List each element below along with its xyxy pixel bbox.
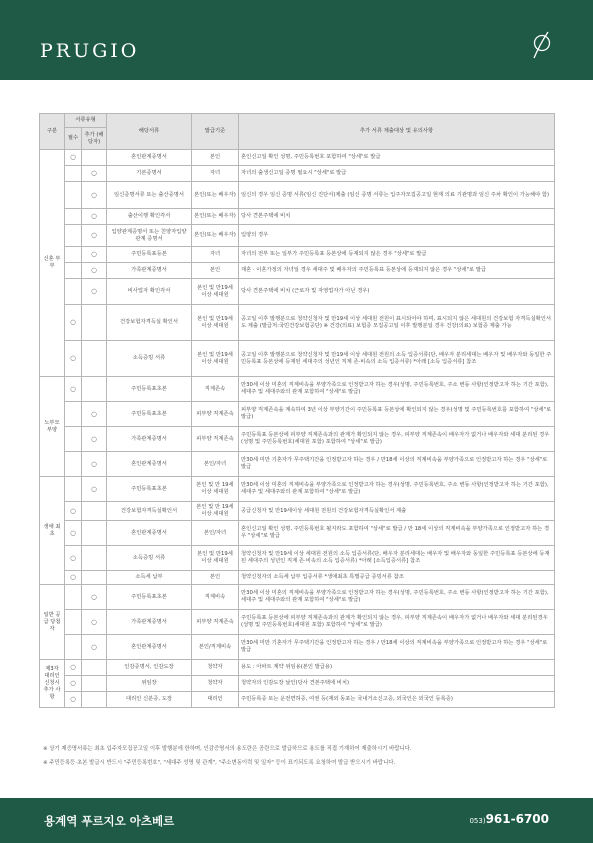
issue-basis-cell: 본인 및 만19세 이상 세대원 [192, 341, 239, 377]
table-row [40, 676, 555, 692]
issue-basis-cell: 직계비속 [192, 585, 239, 610]
issue-basis-cell: 자녀 [192, 247, 239, 263]
additional-mark-cell: ○ [82, 182, 107, 209]
additional-mark-cell: ○ [82, 225, 107, 247]
document-name-cell: 가족관계증명서 [107, 610, 192, 635]
category-cell: 일반 공급 당첨자 [40, 585, 65, 660]
requirement-desc-cell: 청약신청자의 소득세 납부 입증서류 *생애최초 특별공급 증빙서류 참조 [239, 571, 555, 585]
required-mark-cell [65, 635, 82, 660]
table-row [40, 502, 555, 521]
table-row [40, 182, 555, 209]
required-mark-cell [65, 166, 82, 182]
additional-mark-cell: ○ [82, 209, 107, 225]
requirement-desc-cell: 공고일 이후 발행분으로 청약신청자 및 만19세 이상 세대원 전원이 표시되어야 하며, 표시되지 않은 세대원의 건강보험 자격득실확인서도 제출 (발급처:국민건강보험공단) ※ 건강(의료) 보험증 모집공고일 이후 발행분일 경우 건강(의료) 보험증 제출 가능 [239, 305, 555, 341]
table-row [40, 279, 555, 305]
required-mark-cell: ○ [65, 377, 82, 402]
table-row [40, 402, 555, 427]
document-name-cell: 주민등록표등본 [107, 247, 192, 263]
additional-mark-cell: ○ [82, 247, 107, 263]
table-row [40, 305, 555, 341]
table-row [40, 150, 555, 166]
footnote-2: ※ 주민등록등·초본 발급시 반드시 "주민등록번호", "세대주 성명 및 관계", "주소변동이력 및 일자" 등이 표기되도록 요청하여 발급 받으시기 바랍니다. [43, 760, 396, 766]
required-mark-cell [65, 402, 82, 427]
requirement-desc-cell: 공급신청자 및 만19세이상 세대원 전원의 건강보험자격득실확인서 제출 [239, 502, 555, 521]
additional-mark-cell: ○ [82, 166, 107, 182]
table-row [40, 263, 555, 279]
requirement-desc-cell: 재혼 · 이혼가정의 자녀일 경우 세대주 및 배우자의 주민등록표 등본상에 등재되지 않은 경우 "상세"로 발급 [239, 263, 555, 279]
required-mark-cell [65, 477, 82, 502]
document-name-cell: 혼인관계증명서 [107, 452, 192, 477]
required-mark-cell [65, 247, 82, 263]
document-name-cell: 혼인관계증명서 [107, 635, 192, 660]
document-name-cell: 소득증빙 서류 [107, 341, 192, 377]
table-row [40, 225, 555, 247]
category-cell: 노부모 부양 [40, 377, 65, 477]
required-mark-cell: ○ [65, 571, 82, 585]
footnote-1: ※ 상기 제증명서류는 최초 입주자모집공고일 이후 발행분에 한하며, 인감증명서의 용도란은 공란으로 발급하므로 용도를 직접 기재하여 제출하시기 바랍니다. [43, 746, 412, 752]
brand-logo: PRUGIO [40, 40, 140, 62]
document-name-cell: 출산이행 확인각서 [107, 209, 192, 225]
requirement-desc-cell: 주민등록표 등본상에 피부양 직계존속과의 관계가 확인되지 않는 경우, 피부양 직계존속이 배우자가 없거나 배우자와 세대 분리된경우(성명 및 주민등록번호(세대원 포함) 포함하여 "상세"로 발급) [239, 610, 555, 635]
additional-mark-cell: ○ [82, 477, 107, 502]
issue-basis-cell: 직계존속 [192, 377, 239, 402]
additional-mark-cell: ○ [82, 585, 107, 610]
additional-mark-cell: ○ [82, 279, 107, 305]
issue-basis-cell: 자녀 [192, 166, 239, 182]
document-name-cell: 혼인관계증명서 [107, 521, 192, 546]
required-mark-cell: ○ [65, 150, 82, 166]
issue-basis-cell: 본인 [192, 571, 239, 585]
table-row [40, 377, 555, 402]
document-name-cell: 건강보험자격득실확인서 [107, 502, 192, 521]
additional-mark-cell: ○ [82, 610, 107, 635]
area-code: 053) [469, 817, 486, 825]
issue-basis-cell: 피부양 직계존속 [192, 610, 239, 635]
header-doc-type: 서류유형 [65, 114, 107, 128]
category-cell: 신혼 부부 [40, 150, 65, 377]
table-row [40, 610, 555, 635]
header-additional: 추가 (해당자) [82, 128, 107, 150]
required-mark-cell: ○ [65, 502, 82, 521]
additional-mark-cell [82, 676, 107, 692]
brand-emblem-icon [526, 30, 556, 60]
table-row [40, 571, 555, 585]
required-mark-cell [65, 279, 82, 305]
required-mark-cell: ○ [65, 692, 82, 708]
issue-basis-cell: 본인 [192, 150, 239, 166]
table-row [40, 660, 555, 676]
requirement-desc-cell: 청약자의 인감도장 날인(당사 견본주택에 비치) [239, 676, 555, 692]
table-row [40, 166, 555, 182]
issue-basis-cell: 청약자 [192, 676, 239, 692]
requirement-desc-cell: 혼인신고일 확인 성명, 주민등록번호 될지라도 포함하여 "상세"로 발급 / 만 18세 이상의 직계비속을 부양가족으로 인정받고자 하는 경우 "상세"로 발급 [239, 521, 555, 546]
required-mark-cell [65, 585, 82, 610]
additional-mark-cell [82, 521, 107, 546]
additional-mark-cell [82, 150, 107, 166]
requirement-desc-cell: 만30세 이상 미혼의 직계비속을 부양가족으로 인정받고자 하는 경우(성명, 주민등록번호, 주소 변동 사항(인정받고자 하는 기간 포함), 세대주 및 세대주와의 관계 포함하여 "상세"로 발급) [239, 585, 555, 610]
document-name-cell: 위임장 [107, 676, 192, 692]
issue-basis-cell: 대리인 [192, 692, 239, 708]
required-mark-cell: ○ [65, 676, 82, 692]
additional-mark-cell [82, 377, 107, 402]
additional-mark-cell [82, 692, 107, 708]
required-mark-cell [65, 610, 82, 635]
issue-basis-cell: 본인(또는 배우자) [192, 209, 239, 225]
table-row [40, 452, 555, 477]
requirement-desc-cell: 주민등록표 등본상에 피부양 직계존속과의 관계가 확인되지 않는 경우, 피부양 직계존속이 배우자가 없거나 배우자와 세대 분리된 경우(성명 및 주민등록번호(세대원 포함) 포함하여 "상세"로 발급) [239, 427, 555, 452]
requirement-desc-cell: 만30세 이상 미혼의 직계비속을 부양가족으로 인정받고자 하는 경우(성명, 주민등록번호, 주소 변동 사항(인정받고자 하는 기간 포함), 세대주 및 세대주와의 관계 포함하여 "상세"로 발급) [239, 477, 555, 502]
document-name-cell: 입양관계증명서 또는 친양자입양관계 증명서 [107, 225, 192, 247]
document-name-cell: 인감증명서, 인감도장 [107, 660, 192, 676]
document-name-cell: 가족관계증명서 [107, 263, 192, 279]
table-row [40, 247, 555, 263]
document-name-cell: 주민등록표초본 [107, 402, 192, 427]
requirement-desc-cell: 피부양 직계존속을 계속하여 3년 이상 부양기간이 주민등록표 등본상에 확인되지 않는 경우(성명 및 주민등록번호를 포함하여 "상세"로 발급) [239, 402, 555, 427]
document-name-cell: 주민등록표초본 [107, 585, 192, 610]
additional-mark-cell: ○ [82, 452, 107, 477]
requirement-desc-cell: 공고일 이후 발행분으로 청약신청자 및 만19세 이상 세대원 전원의 소득 입증서류(단, 배우자 분리세대는 배우자 및 배우자와 동일한 주민등록표 등본상에 등재된 세대주의 성년인 직계 존·비속의 소득 입증서류) *아래 [소득 입증서류] 참조 [239, 341, 555, 377]
project-name: 용계역 푸르지오 아츠베르 [44, 814, 175, 828]
document-name-cell: 가족관계증명서 [107, 427, 192, 452]
required-mark-cell [65, 427, 82, 452]
issue-basis-cell: 피부양 직계존속 [192, 427, 239, 452]
issue-basis-cell: 본인 [192, 263, 239, 279]
header-required: 필수 [65, 128, 82, 150]
requirement-desc-cell: 임신의 경우 임신 증명 서류(임신 진단서)제출 (임신 증명 서류는 입주자모집공고일 현재 의료 기관명과 임신 주차 확인이 가능해야 함) [239, 182, 555, 209]
requirement-desc-cell: 용도 : 아파트 계약 위임용(본인 발급용) [239, 660, 555, 676]
issue-basis-cell: 본인(또는 배우자) [192, 182, 239, 209]
additional-mark-cell [82, 571, 107, 585]
required-mark-cell [65, 452, 82, 477]
issue-basis-cell: 본인/직계비속 [192, 635, 239, 660]
requirement-desc-cell: 만30세 미만 기혼자가 무주택기간을 인정받고자 하는 경우 / 만18세 이상의 직계비속을 부양가족으로 인정받고자 하는 경우 "상세"로 발급 [239, 452, 555, 477]
issue-basis-cell: 청약자 [192, 660, 239, 676]
issue-basis-cell: 본인 및 만19세 이상 세대원 [192, 546, 239, 571]
table-row [40, 692, 555, 708]
document-name-cell: 소득증빙 서류 [107, 546, 192, 571]
issue-basis-cell: 본인 및 만 19세 이상 세대원 [192, 477, 239, 502]
additional-mark-cell: ○ [82, 263, 107, 279]
header-document: 해당서류 [107, 114, 192, 150]
contact-phone [469, 812, 549, 826]
requirement-desc-cell: 입양의 경우 [239, 225, 555, 247]
header-category: 구분 [40, 114, 65, 150]
issue-basis-cell: 본인(또는 배우자) [192, 225, 239, 247]
additional-mark-cell [82, 502, 107, 521]
table-row [40, 546, 555, 571]
document-table-wrapper [39, 113, 554, 708]
document-name-cell: 비사업자 확인각서 [107, 279, 192, 305]
required-mark-cell [65, 182, 82, 209]
table-row [40, 209, 555, 225]
required-mark-cell: ○ [65, 546, 82, 571]
required-mark-cell: ○ [65, 521, 82, 546]
requirement-desc-cell: 만30세 미만 기혼자가 무주택기간을 인정받고자 하는 경우 / 만18세 이상의 직계비속을 부양가족으로 인정받고자 하는 경우 "상세"로 발급 [239, 635, 555, 660]
requirement-desc-cell: 당사 견본주택에 비치 [239, 209, 555, 225]
header-requirements: 추가 서류 제출대상 및 유의사항 [239, 114, 555, 150]
required-mark-cell [65, 225, 82, 247]
requirement-desc-cell: 주민등록증 또는 운전면허증, 여권 등(재외 동포는 국내거소신고증, 외국인은 외국인 등록증) [239, 692, 555, 708]
document-name-cell: 임신증명서류 또는 출산증명서 [107, 182, 192, 209]
requirement-desc-cell: 청약신청자 및 만19세 이상 세대원 전원의 소득 입증서류(단, 배우자 분리세대는 배우자 및 배우자와 동일한 주민등록표 등본상에 등재된 세대주의 성년인 직계 존·비속의 소득 입증서류) *아래 [소득입증서류] 참조 [239, 546, 555, 571]
issue-basis-cell: 본인 및 만19세 이상 세대원 [192, 305, 239, 341]
page-footer [0, 798, 593, 843]
header-issue-basis: 발급기준 [192, 114, 239, 150]
document-name-cell: 건강보험자격득실 확인서 [107, 305, 192, 341]
requirement-desc-cell: 혼인신고일 확인 성명, 주민등록번호 포함하여 "상세"로 발급 [239, 150, 555, 166]
required-documents-table [39, 113, 555, 708]
additional-mark-cell: ○ [82, 427, 107, 452]
requirement-desc-cell: 만30세 이상 미혼의 직계비속을 부양가족으로 인정받고자 하는 경우(성명, 주민등록번호, 주소 변동 사항(인정받고자 하는 기간 포함), 세대주 및 세대주와의 관계 포함하여 "상세"로 발급) [239, 377, 555, 402]
additional-mark-cell [82, 305, 107, 341]
table-row [40, 341, 555, 377]
additional-mark-cell [82, 546, 107, 571]
additional-mark-cell: ○ [82, 402, 107, 427]
document-name-cell: 주민등록표초본 [107, 377, 192, 402]
required-mark-cell [65, 209, 82, 225]
required-mark-cell: ○ [65, 660, 82, 676]
page-header [0, 0, 593, 80]
category-cell: 생애 최초 [40, 477, 65, 585]
table-row [40, 427, 555, 452]
additional-mark-cell [82, 660, 107, 676]
required-mark-cell: ○ [65, 305, 82, 341]
requirement-desc-cell: 당사 견본주택에 비치 (근로자 및 자영업자가 아닌 경우) [239, 279, 555, 305]
document-name-cell: 혼인관계증명서 [107, 150, 192, 166]
additional-mark-cell [82, 341, 107, 377]
required-mark-cell [65, 263, 82, 279]
issue-basis-cell: 본인 및 만 19세 이상 세대원 [192, 502, 239, 521]
document-name-cell: 기본증명서 [107, 166, 192, 182]
issue-basis-cell: 피부양 직계존속 [192, 402, 239, 427]
document-name-cell: 대리인 신분증, 도장 [107, 692, 192, 708]
document-name-cell: 소득세 납부 [107, 571, 192, 585]
document-name-cell: 주민등록표초본 [107, 477, 192, 502]
issue-basis-cell: 본인/자녀 [192, 521, 239, 546]
additional-mark-cell: ○ [82, 635, 107, 660]
table-row [40, 635, 555, 660]
table-row [40, 521, 555, 546]
requirement-desc-cell: 자녀의 출생신고일 증명 필요시 "상세"로 발급 [239, 166, 555, 182]
table-row [40, 477, 555, 502]
phone-number: 961-6700 [485, 812, 549, 826]
table-row [40, 585, 555, 610]
required-mark-cell: ○ [65, 341, 82, 377]
issue-basis-cell: 본인/자녀 [192, 452, 239, 477]
category-cell: 제3자 대리인 신청시 추가 사항 [40, 660, 65, 708]
issue-basis-cell: 본인 및 만19세 이상 세대원 [192, 279, 239, 305]
requirement-desc-cell: 자녀의 전부 또는 일부가 주민등록표 등본상에 등재되지 않은 경우 "상세"로 발급 [239, 247, 555, 263]
